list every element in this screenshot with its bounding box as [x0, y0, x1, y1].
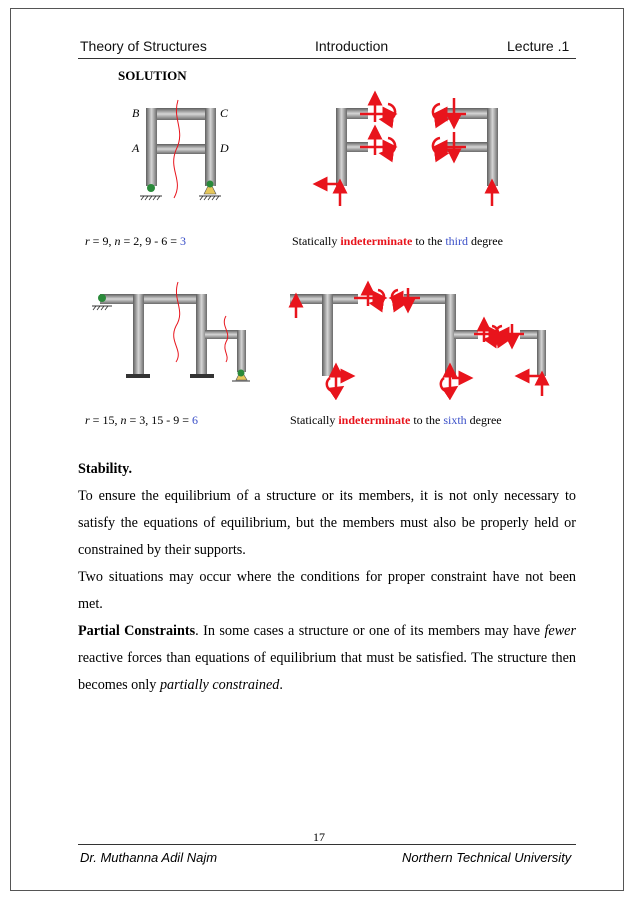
structures-figure	[0, 0, 638, 440]
footer-rule	[78, 844, 576, 845]
frame1-label-a: A	[132, 141, 140, 155]
page-number: 17	[313, 830, 325, 844]
paragraph-2: Two situations may occur where the conditions for proper constraint have not been met.	[78, 569, 576, 612]
frame1-label-b: B	[132, 106, 140, 120]
paragraph-1: To ensure the equilibrium of a structure or its members, it is not only necessary to satisfy the equations of equilibrium, but the members must also be properly held or constrained by their supports.	[78, 488, 576, 558]
caption-2-left: r = 15, n = 3, 15 - 9 = 6	[85, 413, 198, 427]
paragraph-3: Partial Constraints. In some cases a structure or one of its members may have fewer reactive forces than equations of equilibrium that must be satisfied. The structure then becomes only partially constrained.	[78, 623, 576, 693]
frame-1	[131, 100, 229, 200]
free-body-2	[290, 288, 546, 396]
footer-university: Northern Technical University	[402, 850, 572, 865]
solution-label: SOLUTION	[118, 68, 187, 83]
frame1-label-d: D	[220, 141, 229, 155]
free-body-1	[320, 98, 498, 206]
header-lecture-number: Lecture .1	[507, 38, 570, 54]
caption-1-right: Statically indeterminate to the third degree	[292, 234, 503, 248]
frame1-label-c: C	[220, 106, 229, 120]
footer-author: Dr. Muthanna Adil Najm	[80, 850, 218, 865]
caption-2-right: Statically indeterminate to the sixth degree	[290, 413, 502, 427]
header-course-title: Theory of Structures	[80, 38, 207, 54]
frame-2	[92, 282, 250, 381]
header-section-title: Introduction	[315, 38, 389, 54]
stability-heading: Stability.	[78, 461, 133, 477]
caption-1-left: r = 9, n = 2, 9 - 6 = 3	[85, 234, 186, 248]
